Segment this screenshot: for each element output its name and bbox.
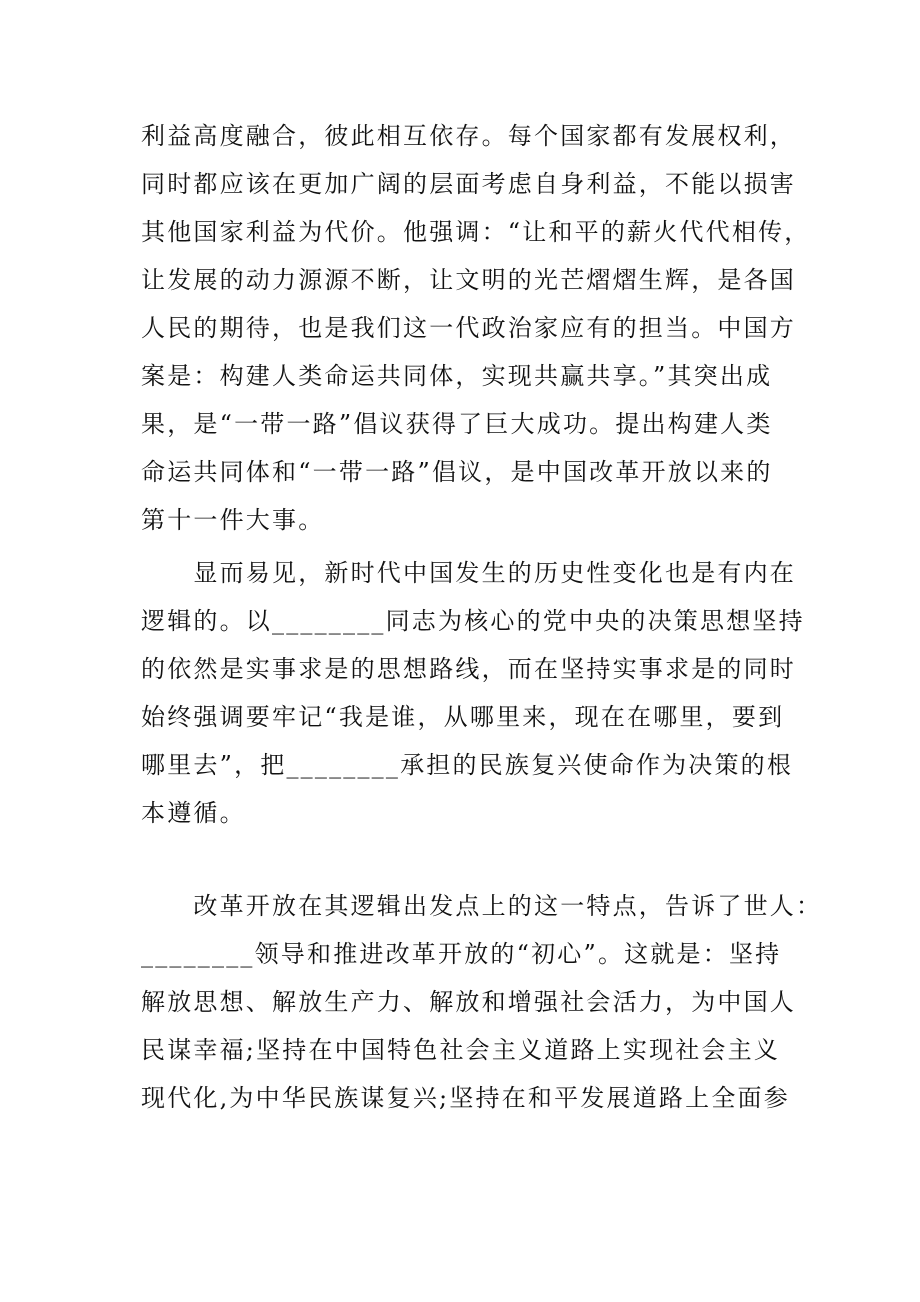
text-line: 改革开放在其逻辑出发点上的这一特点，告诉了世人： bbox=[141, 892, 823, 920]
paragraph-2 bbox=[141, 549, 805, 837]
text-line: 让发展的动力源源不断，让文明的光芒熠熠生辉，是各国 bbox=[141, 266, 796, 294]
text-line: 其他国家利益为代价。他强调：“让和平的薪火代代相传， bbox=[141, 218, 811, 246]
paragraph-3 bbox=[141, 882, 823, 1122]
text-line: 解放思想、解放生产力、解放和增强社会活力，为中国人 bbox=[141, 988, 796, 1016]
text-line: 第十一件大事。 bbox=[141, 506, 325, 534]
text-line: ________领导和推进改革开放的“初心”。这就是：坚持 bbox=[141, 940, 782, 968]
text-line: 民谋幸福;坚持在中国特色社会主义道路上实现社会主义 bbox=[141, 1036, 781, 1064]
text-line: 利益高度融合，彼此相互依存。每个国家都有发展权利， bbox=[141, 122, 796, 150]
text-line: 始终强调要牢记“我是谁，从哪里来，现在在哪里，要到 bbox=[141, 703, 785, 731]
text-line: 本遵循。 bbox=[141, 799, 246, 827]
text-line: 现代化,为中华民族谋复兴;坚持在和平发展道路上全面参 bbox=[141, 1084, 790, 1112]
text-line: 逻辑的。以________同志为核心的党中央的决策思想坚持 bbox=[141, 607, 805, 635]
text-line: 显而易见，新时代中国发生的历史性变化也是有内在 bbox=[141, 559, 796, 587]
paragraph-1 bbox=[141, 112, 811, 544]
text-line: 命运共同体和“一带一路”倡议，是中国改革开放以来的 bbox=[141, 458, 773, 486]
text-line: 哪里去”，把________承担的民族复兴使命作为决策的根 bbox=[141, 751, 794, 779]
text-line: 果，是“一带一路”倡议获得了巨大成功。提出构建人类 bbox=[141, 410, 773, 438]
text-line: 的依然是实事求是的思想路线，而在坚持实事求是的同时 bbox=[141, 655, 796, 683]
text-line: 同时都应该在更加广阔的层面考虑自身利益，不能以损害 bbox=[141, 170, 796, 198]
text-line: 人民的期待，也是我们这一代政治家应有的担当。中国方 bbox=[141, 314, 796, 342]
text-line: 案是：构建人类命运共同体，实现共赢共享。”其突出成 bbox=[141, 362, 773, 390]
